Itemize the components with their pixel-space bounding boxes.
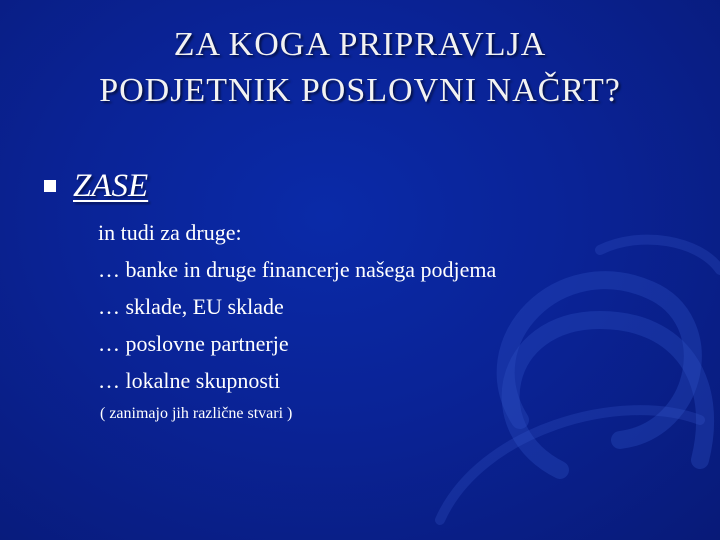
- square-bullet-icon: [44, 180, 56, 192]
- body-text: [98, 214, 496, 399]
- list-item: … sklade, EU sklade: [98, 294, 284, 319]
- title-line-2: PODJETNIK POSLOVNI NAČRT?: [99, 72, 621, 109]
- bullet-heading: ZASE: [73, 168, 149, 204]
- list-item: … poslovne partnerje: [98, 331, 289, 356]
- slide-title: [0, 22, 720, 114]
- body-intro: in tudi za druge:: [98, 220, 242, 245]
- list-item: … banke in druge financerje našega podjema: [98, 257, 497, 282]
- list-item: … lokalne skupnosti: [98, 368, 281, 393]
- bullet-row: [44, 166, 148, 206]
- title-line-1: ZA KOGA PRIPRAVLJA: [173, 26, 547, 63]
- note-text: ( zanimajo jih različne stvari ): [100, 405, 293, 422]
